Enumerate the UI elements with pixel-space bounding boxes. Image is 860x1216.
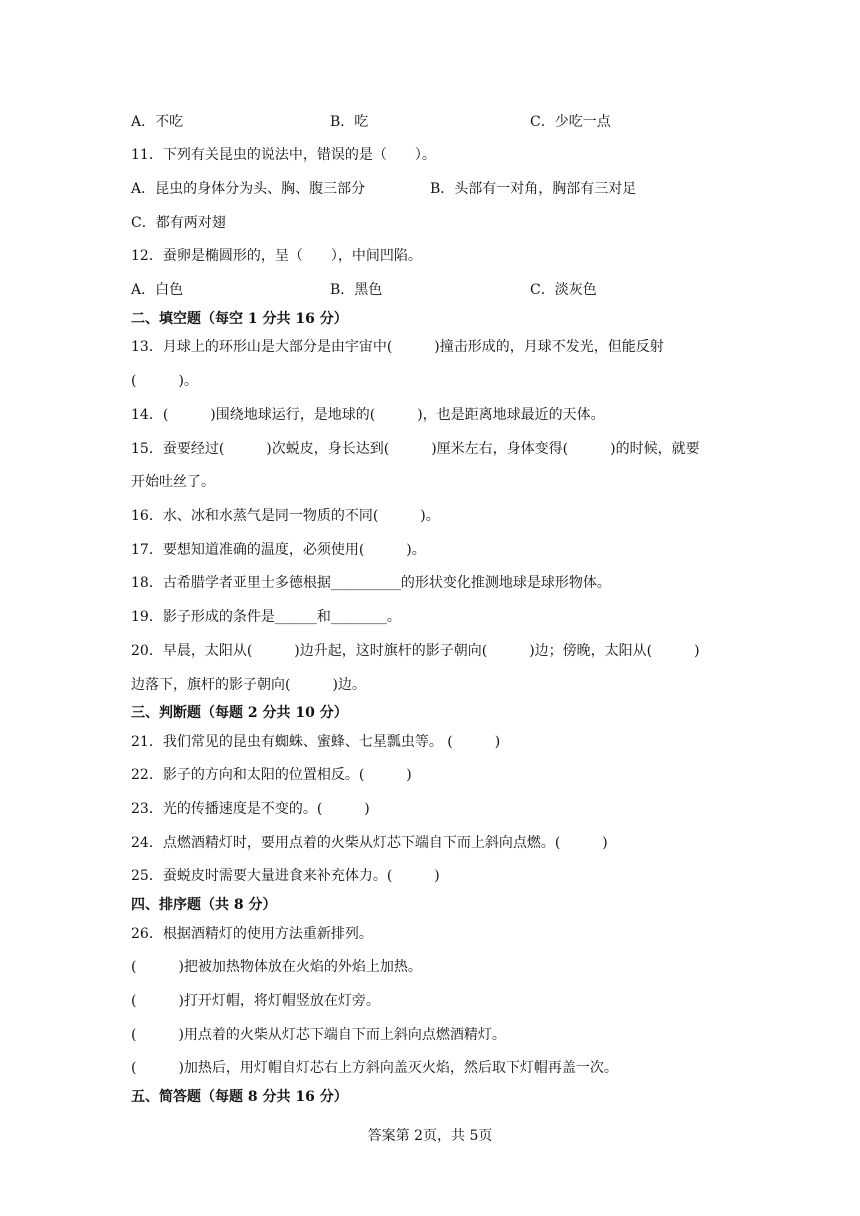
q11-option-c: C．都有两对翅 <box>131 215 226 231</box>
question-line: 24．点燃酒精灯时，要用点着的火柴从灯芯下端自下而上斜向点燃。( ) <box>131 835 608 851</box>
question-line: ( )把被加热物体放在火焰的外焰上加热。 <box>131 959 422 975</box>
question-line: ( )用点着的火柴从灯芯下端自下而上斜向点燃酒精灯。 <box>131 1027 506 1043</box>
q12-option-b: B．黑色 <box>330 282 383 298</box>
q12-option-a: A．白色 <box>131 282 184 298</box>
question-line: ( )打开灯帽，将灯帽竖放在灯旁。 <box>131 993 380 1009</box>
section-heading-short-answer: 五、简答题（每题 8 分共 16 分） <box>131 1089 348 1105</box>
q10-option-b: B．吃 <box>330 114 369 130</box>
question-line: 16．水、冰和水蒸气是同一物质的不同( )。 <box>131 508 440 524</box>
q11-option-b: B．头部有一对角，胸部有三对足 <box>430 181 637 197</box>
question-line: ( )加热后，用灯帽自灯芯右上方斜向盖灭火焰，然后取下灯帽再盖一次。 <box>131 1060 618 1076</box>
question-line: 25．蚕蜕皮时需要大量进食来补充体力。( ) <box>131 868 440 884</box>
page-footer: 答案第 2页，共 5页 <box>367 1128 493 1144</box>
section-heading-true-false: 三、判断题（每题 2 分共 10 分） <box>131 705 348 721</box>
question-line: 19．影子形成的条件是______和________。 <box>131 609 401 625</box>
q10-option-a: A．不吃 <box>131 114 184 130</box>
question-line: 26．根据酒精灯的使用方法重新排列。 <box>131 926 373 942</box>
question-line: 17．要想知道准确的温度，必须使用( )。 <box>131 542 426 558</box>
q10-option-c: C．少吃一点 <box>530 114 611 130</box>
q11-stem: 11．下列有关昆虫的说法中，错误的是（ ）。 <box>131 147 436 163</box>
question-line: 13．月球上的环形山是大部分是由宇宙中( )撞击形成的，月球不发光，但能反射 <box>131 339 664 355</box>
question-line: 14．( )围绕地球运行，是地球的( )，也是距离地球最近的天体。 <box>131 407 605 423</box>
question-line: 23．光的传播速度是不变的。( ) <box>131 801 370 817</box>
q11-option-a: A．昆虫的身体分为头、胸、腹三部分 <box>131 181 366 197</box>
question-line: ( )。 <box>131 373 198 389</box>
question-line: 21．我们常见的昆虫有蜘蛛、蜜蜂、七星瓢虫等。 ( ) <box>131 734 501 750</box>
question-line: 22．影子的方向和太阳的位置相反。( ) <box>131 767 412 783</box>
q12-option-c: C．淡灰色 <box>530 282 597 298</box>
question-line: 边落下，旗杆的影子朝向( )边。 <box>131 677 366 693</box>
question-line: 开始吐丝了。 <box>131 474 215 490</box>
q12-stem: 12．蚕卵是椭圆形的，呈（ ），中间凹陷。 <box>131 248 422 264</box>
question-line: 18．古希腊学者亚里士多德根据__________的形状变化推测地球是球形物体。 <box>131 575 611 591</box>
question-line: 15．蚕要经过( )次蜕皮，身长达到( )厘米左右，身体变得( )的时候，就要 <box>131 441 700 457</box>
question-line: 20．早晨，太阳从( )边升起，这时旗杆的影子朝向( )边；傍晚，太阳从( ) <box>131 643 700 659</box>
section-heading-ordering: 四、排序题（共 8 分） <box>131 897 277 913</box>
section-heading-fill-in: 二、填空题（每空 1 分共 16 分） <box>131 311 348 327</box>
